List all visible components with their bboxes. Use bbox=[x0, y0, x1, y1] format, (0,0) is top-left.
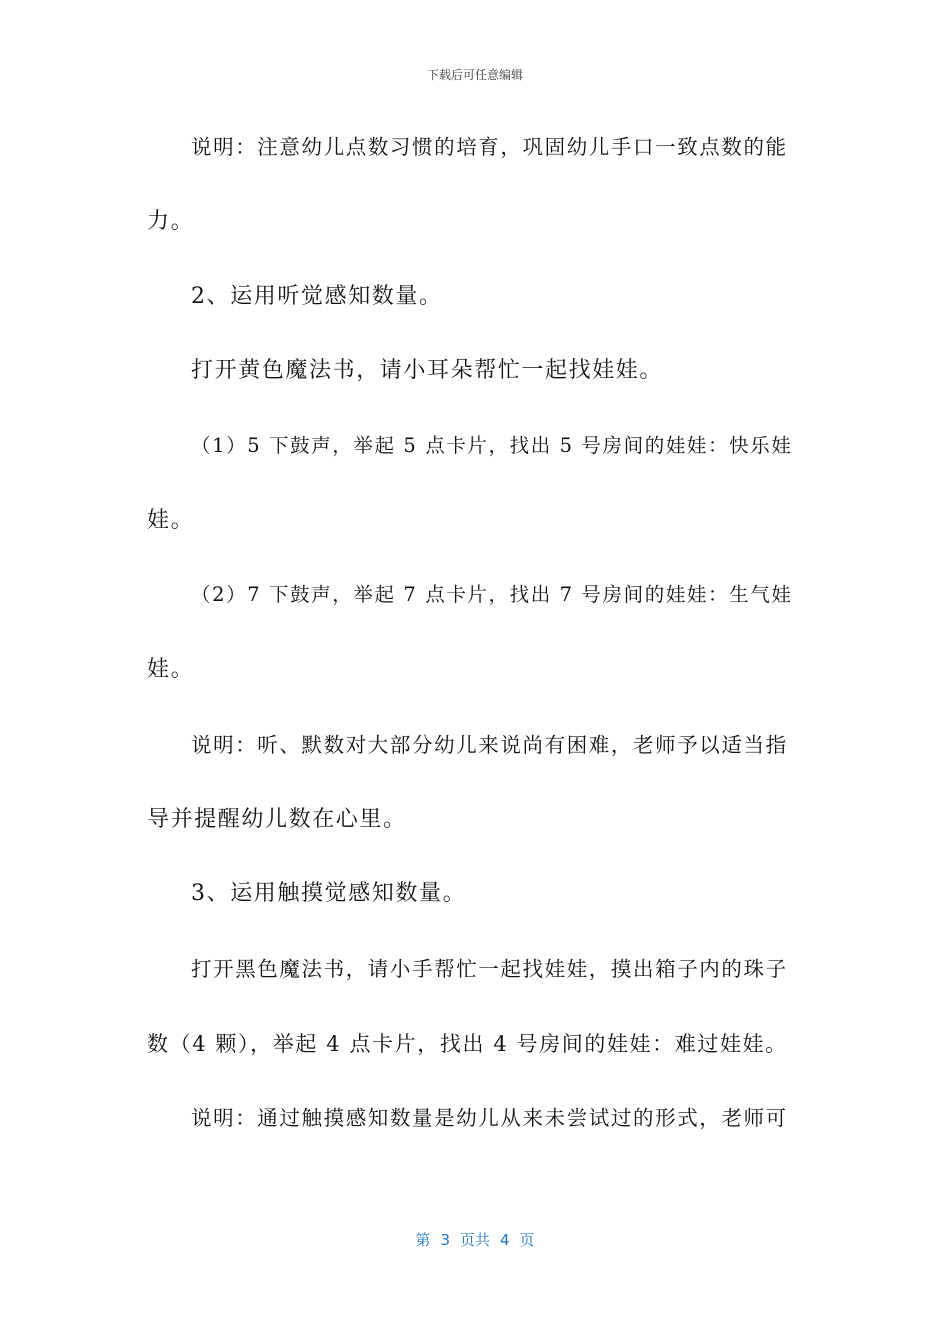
paragraph-line: 打开黑色魔法书，请小手帮忙一起找娃娃，摸出箱子内的珠子 bbox=[191, 957, 788, 981]
paragraph-line: 力。 bbox=[147, 209, 195, 234]
paragraph-line: 说明：通过触摸感知数量是幼儿从来未尝试过的形式，老师可 bbox=[191, 1106, 788, 1130]
footer-mid: 页共 bbox=[459, 1231, 490, 1249]
paragraph-line: 说明：听、默数对大部分幼儿来说尚有困难，老师予以适当指 bbox=[191, 733, 788, 757]
section-heading: 2、运用听觉感知数量。 bbox=[191, 284, 443, 309]
paragraph-line: 打开黄色魔法书，请小耳朵帮忙一起找娃娃。 bbox=[191, 358, 664, 383]
paragraph-line: （2）7 下鼓声，举起 7 点卡片，找出 7 号房间的娃娃：生气娃 bbox=[191, 583, 793, 606]
section-heading: 3、运用触摸觉感知数量。 bbox=[191, 881, 467, 906]
footer-total-pages: 4 bbox=[500, 1231, 510, 1249]
paragraph-line: 说明：注意幼儿点数习惯的培育，巩固幼儿手口一致点数的能 bbox=[191, 135, 788, 159]
footer-suffix: 页 bbox=[519, 1231, 535, 1249]
page-header-note: 下载后可任意编辑 bbox=[426, 68, 523, 82]
paragraph-line: 娃。 bbox=[147, 657, 195, 682]
paragraph-line: 数（4 颗），举起 4 点卡片，找出 4 号房间的娃娃：难过娃娃。 bbox=[147, 1032, 788, 1056]
footer-prefix: 第 bbox=[415, 1231, 431, 1249]
paragraph-line: 娃。 bbox=[147, 508, 195, 533]
paragraph-line: （1）5 下鼓声，举起 5 点卡片，找出 5 号房间的娃娃：快乐娃 bbox=[191, 434, 793, 457]
footer-current-page: 3 bbox=[440, 1231, 450, 1249]
paragraph-line: 导并提醒幼儿数在心里。 bbox=[147, 807, 407, 832]
page-footer bbox=[0, 1229, 950, 1250]
